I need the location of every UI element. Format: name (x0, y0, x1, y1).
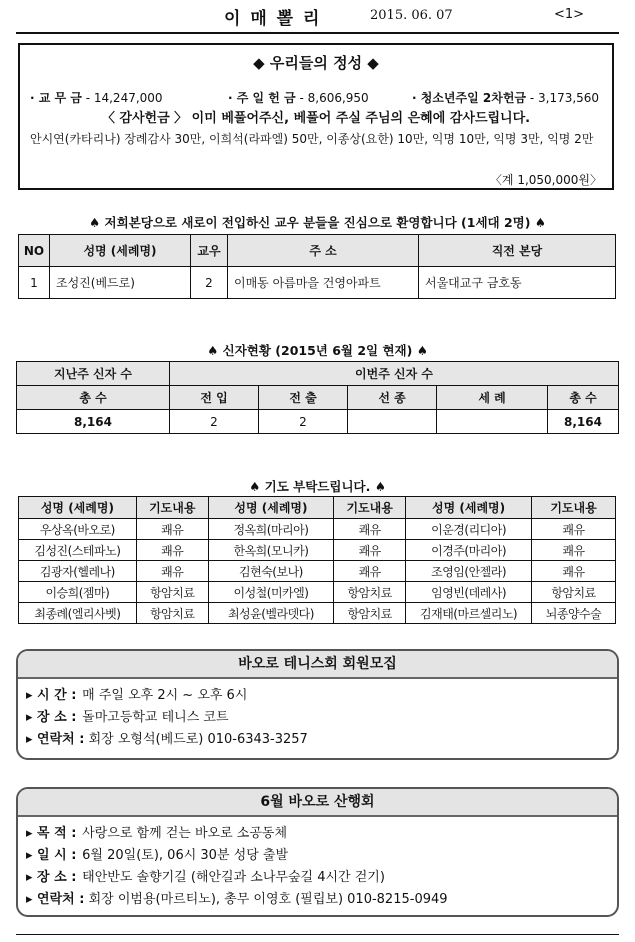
page-number: <1> (554, 7, 585, 22)
bulletin-header (16, 0, 619, 34)
tennis-row (18, 707, 617, 729)
prayer-cell: 항암치료 (136, 603, 208, 624)
hiking-row-value: 태안반도 솔향기길 (해안길과 소나무숲길 4시간 걷기) (82, 870, 385, 885)
prayer-header: 기도내용 (136, 497, 208, 519)
offering-title: ◆ 우리들의 정성 ◆ (253, 54, 379, 72)
census-subheader: 총 수 (548, 386, 619, 410)
hiking-row-value: 회장 이범용(마르티노), 총무 이영호 (필립보) 010-8215-0949 (88, 892, 448, 907)
tennis-rows (18, 679, 617, 751)
prayer-cell: 이경주(마리아) (406, 540, 532, 561)
prayer-cell: 김성진(스테파노) (19, 540, 137, 561)
tennis-title: 바오로 테니스회 회원모집 (18, 651, 617, 679)
prayer-cell: 정옥희(마리아) (208, 519, 333, 540)
census-value (348, 410, 437, 434)
offering-value-1: - 14,247,000 (85, 91, 163, 105)
hiking-rows (18, 817, 617, 911)
prayer-cell: 쾌유 (532, 519, 616, 540)
prayer-cell: 쾌유 (532, 561, 616, 582)
prayer-cell: 최종례(엘리사벳) (19, 603, 137, 624)
hiking-row (18, 823, 617, 845)
tennis-row-key: ▸ 연락처 : (26, 732, 85, 747)
census-subheader: 총 수 (17, 386, 170, 410)
tennis-row-value: 돌마고등학교 테니스 코트 (82, 710, 229, 725)
prayer-cell: 항암치료 (334, 603, 406, 624)
prayer-header: 성명 (세례명) (19, 497, 137, 519)
prayer-cell: 우상옥(바오로) (19, 519, 137, 540)
hiking-row-key: ▸ 일 시 : (26, 848, 77, 863)
tennis-row-key: ▸ 시 간 : (26, 688, 77, 703)
thanks-names: 안시연(카타리나) 장례감사 30만, 이희석(라파엘) 50만, 이종상(요한) 10만, 익명 10만, 익명 3만, 익명 2만 (30, 132, 594, 146)
hiking-row-key: ▸ 목 적 : (26, 826, 77, 841)
census-table (16, 361, 619, 434)
prayer-header: 기도내용 (334, 497, 406, 519)
bulletin-title: 이 매 뽈 리 (224, 9, 322, 29)
census-last-week-header: 지난주 신자 수 (17, 362, 170, 386)
census-value: 8,164 (17, 410, 170, 434)
prayer-cell: 김재태(마르셀리노) (406, 603, 532, 624)
prayer-cell: 이성철(미카엘) (208, 582, 333, 603)
offering-label-1: · 교 무 금 (30, 91, 82, 105)
hiking-row-key: ▸ 연락처 : (26, 892, 85, 907)
prayer-title: ♠ 기도 부탁드립니다. ♠ (249, 479, 386, 494)
census-subheader: 선 종 (348, 386, 437, 410)
prayer-cell: 쾌유 (532, 540, 616, 561)
bulletin-date: 2015. 06. 07 (370, 8, 453, 23)
newcomers-cell: 2 (191, 267, 228, 299)
census-subheader: 전 입 (170, 386, 259, 410)
bottom-divider (16, 934, 619, 935)
newcomers-table (18, 234, 616, 299)
prayer-cell: 한옥희(모니카) (208, 540, 333, 561)
tennis-box (16, 649, 619, 760)
hiking-title: 6월 바오로 산행회 (18, 789, 617, 817)
census-title: ♠ 신자현황 (2015년 6월 2일 현재) ♠ (207, 343, 428, 358)
prayer-cell: 뇌종양수술 (532, 603, 616, 624)
census-subheader: 세 례 (437, 386, 548, 410)
prayer-cell: 임영빈(데레사) (406, 582, 532, 603)
offering-label-2: · 주 일 헌 금 (228, 91, 296, 105)
hiking-row-value: 6월 20일(토), 06시 30분 성당 출발 (82, 848, 288, 863)
tennis-row (18, 729, 617, 751)
newcomers-header: 교우 (191, 235, 228, 267)
census-value: 2 (259, 410, 348, 434)
prayer-row (19, 540, 616, 561)
prayer-row (19, 603, 616, 624)
census-value: 8,164 (548, 410, 619, 434)
thanks-title: 〈 감사헌금 〉 이미 베풀어주신, 베풀어 주실 주님의 은혜에 감사드립니다. (101, 111, 531, 126)
prayer-cell: 쾌유 (136, 540, 208, 561)
hiking-row (18, 867, 617, 889)
newcomers-header: 직전 본당 (419, 235, 616, 267)
prayer-cell: 항암치료 (136, 582, 208, 603)
tennis-row-value: 회장 오형석(베드로) 010-6343-3257 (88, 732, 308, 747)
prayer-cell: 쾌유 (334, 519, 406, 540)
prayer-header: 성명 (세례명) (406, 497, 532, 519)
prayer-cell: 쾌유 (334, 540, 406, 561)
census-this-week-header: 이번주 신자 수 (170, 362, 619, 386)
hiking-row (18, 845, 617, 867)
hiking-row-key: ▸ 장 소 : (26, 870, 77, 885)
newcomers-title: ♠ 저희본당으로 새로이 전입하신 교우 분들을 진심으로 환영합니다 (1세대 2명) ♠ (88, 215, 546, 230)
newcomers-header: 성명 (세례명) (50, 235, 191, 267)
prayer-cell: 김광자(헬레나) (19, 561, 137, 582)
offering-value-2: - 8,606,950 (299, 91, 369, 105)
prayer-row (19, 582, 616, 603)
tennis-row-key: ▸ 장 소 : (26, 710, 77, 725)
census-subheader: 전 출 (259, 386, 348, 410)
prayer-header: 기도내용 (532, 497, 616, 519)
prayer-row (19, 561, 616, 582)
prayer-cell: 김현숙(보나) (208, 561, 333, 582)
prayer-cell: 항암치료 (532, 582, 616, 603)
newcomers-cell: 서울대교구 금호동 (419, 267, 616, 299)
prayer-cell: 이승희(젬마) (19, 582, 137, 603)
tennis-row-value: 매 주일 오후 2시 ~ 오후 6시 (82, 688, 248, 703)
offering-label-3: · 청소년주일 2차헌금 (412, 91, 527, 105)
hiking-row-value: 사랑으로 함께 걷는 바오로 소공동체 (82, 826, 288, 841)
tennis-row (18, 685, 617, 707)
hiking-row (18, 889, 617, 911)
prayer-cell: 쾌유 (334, 561, 406, 582)
thanks-total: 〈계 1,050,000원〉 (489, 173, 602, 187)
prayer-header: 성명 (세례명) (208, 497, 333, 519)
prayer-row (19, 519, 616, 540)
census-value (437, 410, 548, 434)
newcomers-header: NO (19, 235, 50, 267)
prayer-cell: 최성윤(벨라뎃다) (208, 603, 333, 624)
prayer-cell: 쾌유 (136, 561, 208, 582)
prayer-table (18, 496, 616, 624)
prayer-cell: 쾌유 (136, 519, 208, 540)
prayer-cell: 이운경(리디아) (406, 519, 532, 540)
prayer-cell: 조영임(안젤라) (406, 561, 532, 582)
census-value: 2 (170, 410, 259, 434)
offering-box (18, 43, 614, 190)
offering-value-3: - 3,173,560 (529, 91, 600, 105)
newcomers-cell: 1 (19, 267, 50, 299)
hiking-box (16, 787, 619, 917)
prayer-cell: 항암치료 (334, 582, 406, 603)
newcomers-header: 주 소 (228, 235, 419, 267)
newcomers-cell: 이매동 아름마을 건영아파트 (228, 267, 419, 299)
newcomers-cell: 조성진(베드로) (50, 267, 191, 299)
